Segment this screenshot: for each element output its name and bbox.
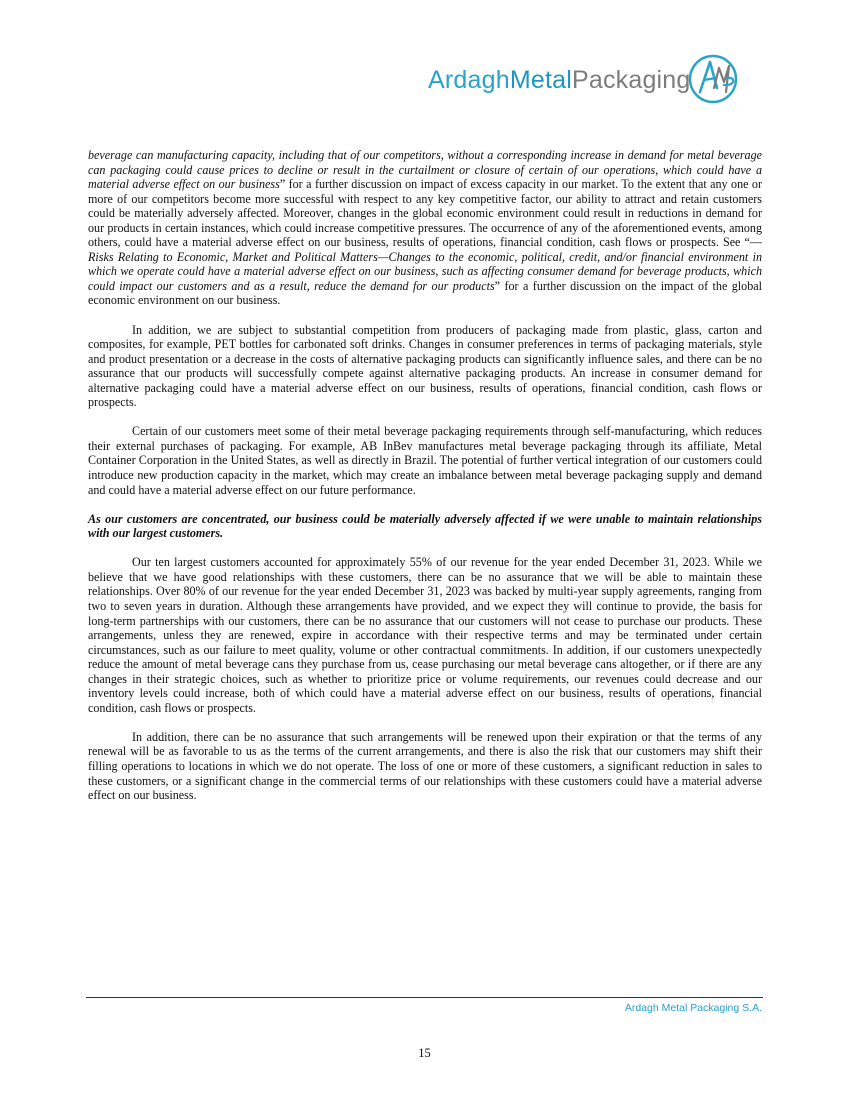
paragraph-largest-customers: Our ten largest customers accounted for approximately 55% of our revenue for the year ended December 31, 2023. While we believe that we have good relationships with these customers, there can be no assurance that we will be able to maintain these relationships. Over 80% of our revenue for the year ended December 31, 2023 was backed by multi-year supply agreements, ranging from two to seven years in duration. Although these arrangements have provided, and we expect they will continue to provide, the basis for long-term partnerships with our customers, there can be no assurance that our customers will not cease to purchase our products. These arrangements, unless they are renewed, expire in accordance with their respective terms and may be terminated under certain circumstances, such as our failure to meet quality, volume or other contractual commitments. In addition, if our customers unexpectedly reduce the amount of metal beverage cans they purchase from us, cease purchasing our metal beverage cans altogether, or if there are any changes in their strategic choices, such as whether to prioritize price or volume requirements, our revenues could decrease and our inventory levels could increase, both of which could have a material adverse effect on our business, results of operations, financial condition, cash flows or prospects. — [88, 555, 762, 715]
page-number: 15 — [418, 1046, 431, 1060]
italic-cross-reference-1: beverage can manufacturing capacity, including that of our competitors, without a corresponding increase in demand for metal beverage can packaging could cause prices to decline or result in the curtailment or closure of certain of our operations, which could have a material adverse effect on our business — [88, 148, 762, 192]
paragraph-self-manufacturing: Certain of our customers meet some of their metal beverage packaging requirements through self-manufacturing, which reduces their external purchases of packaging. For example, AB InBev manufactures metal beverage packaging through its affiliate, Metal Container Corporation in the United States, as well as directly in Brazil. The potential of further vertical integration of our customers could introduce new production capacity in the market, which may create an imbalance between metal beverage packaging supply and demand and could have a material adverse effect on our future performance. — [88, 424, 762, 497]
paragraph-excess-capacity — [88, 148, 762, 308]
amp-monogram-icon — [686, 52, 740, 106]
risk-factor-heading: As our customers are concentrated, our business could be materially adversely affected if we were unable to maintain relationships with our largest customers. — [88, 511, 762, 541]
document-body — [88, 148, 762, 817]
paragraph-text-1a: ” for a further discussion on impact of excess capacity in our market. To the extent that any one or more of our competitors become more successful with respect to any key competitive factor, our ability to attract and retain customers could be materially adversely affected. Moreover, changes in the global economic environment could result in reductions in demand for our products in certain instances, which could increase competitive pressures. The occurrence of any of the aforementioned events, among others, could have a material adverse effect on our business, results of operations, financial condition, cash flows or prospects. See “— — [88, 177, 762, 250]
logo-word-packaging: Packaging — [571, 65, 691, 94]
logo-word-ardagh: Ardagh — [428, 65, 510, 94]
paragraph-renewal-risk: In addition, there can be no assurance that such arrangements will be renewed upon their expiration or that the terms of any renewal will be as favorable to us as the terms of the current arrangements, and there is also the risk that our customers may shift their filling operations to locations in which we do not operate. The loss of one or more of these customers, a significant reduction in sales to these customers, or a significant change in the commercial terms of our relationships with these customers could have a material adverse effect on our business. — [88, 729, 762, 803]
footer-company-name: Ardagh Metal Packaging S.A. — [624, 1002, 762, 1014]
paragraph-alternative-packaging: In addition, we are subject to substantial competition from producers of packaging made from plastic, glass, carton and composites, for example, PET bottles for carbonated soft drinks. Changes in consumer preferences in terms of packaging materials, style and product presentation or a decrease in the costs of alternative packaging products can significantly influence sales, and there can be no assurance that our products will successfully compete against alternative packaging products. An increase in consumer demand for alternative packaging could have a material adverse effect on our business, results of operations, financial condition, cash flows or prospects. — [88, 322, 762, 410]
italic-cross-reference-2: Risks Relating to Economic, Market and Political Matters—Changes to the economic, political, credit, and/or financial environment in which we operate could have a material adverse effect on our business, such as affecting consumer demand for beverage products, which could impact our customers and as a result, reduce the demand for our products — [88, 249, 762, 293]
logo-wordmark — [428, 66, 691, 95]
footer-divider — [86, 997, 763, 998]
company-logo — [428, 56, 691, 104]
logo-word-metal: Metal — [509, 65, 572, 94]
paragraph-text-1b: ” for a further discussion on the impact of the global economic environment on our business. — [88, 278, 762, 308]
